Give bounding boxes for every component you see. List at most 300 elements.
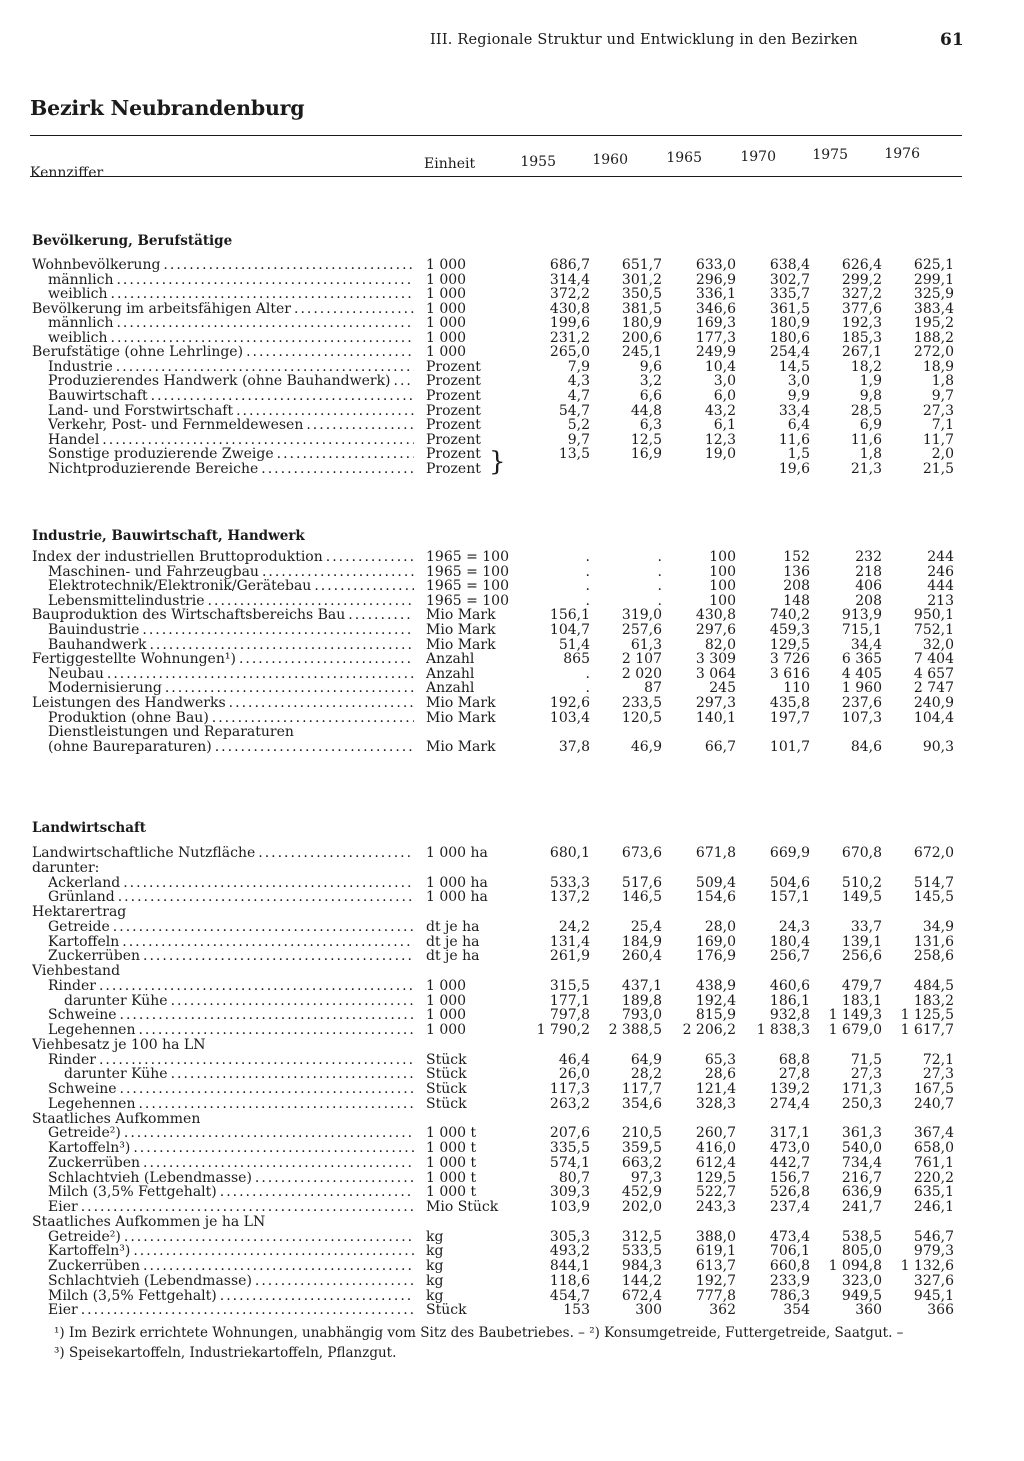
- value-cell: 5,2: [567, 417, 590, 434]
- row-label: [48, 681, 414, 696]
- value-cell: 372,2: [549, 286, 590, 303]
- value-cell: 533,3: [549, 874, 590, 891]
- table-row: [0, 1023, 1024, 1038]
- table-row: [0, 905, 1024, 920]
- value-cell: 2 020: [621, 665, 662, 682]
- row-label: [48, 389, 414, 404]
- leader-dots: [108, 287, 414, 302]
- value-cell: 210,5: [621, 1125, 662, 1142]
- unit-cell: 1 000: [426, 992, 467, 1009]
- value-cell: 706,1: [769, 1243, 810, 1260]
- value-cell: 19,0: [704, 446, 736, 463]
- leader-dots: [311, 579, 414, 594]
- value-cell: 65,3: [704, 1051, 736, 1068]
- value-cell: 658,0: [913, 1140, 954, 1156]
- leader-dots: [259, 565, 414, 580]
- running-head: III. Regionale Struktur und Entwicklung in den Bezirken: [430, 32, 858, 48]
- leader-dots: [209, 711, 414, 726]
- value-cell: 21,5: [922, 460, 954, 477]
- value-cell: 3 064: [695, 665, 736, 682]
- table-row: [0, 1141, 1024, 1156]
- table-row: [0, 579, 1024, 594]
- unit-cell: Anzahl: [426, 680, 475, 697]
- row-label-text: Schlachtvieh (Lebendmasse): [48, 1273, 252, 1289]
- value-cell: 3 616: [769, 665, 810, 682]
- leader-dots: [130, 1244, 414, 1259]
- row-label: [48, 890, 414, 905]
- column-header-einheit: Einheit: [424, 156, 476, 172]
- row-label: [48, 418, 414, 433]
- value-cell: 777,8: [695, 1287, 736, 1304]
- row-label: [32, 964, 414, 979]
- value-cell: 33,7: [850, 918, 882, 935]
- unit-cell: Mio Mark: [426, 636, 496, 653]
- value-cell: 245,1: [621, 344, 662, 361]
- row-label-text: Landwirtschaftliche Nutzfläche: [32, 846, 256, 861]
- column-header-kennziffer: Kennziffer: [30, 165, 104, 181]
- row-label-text: Getreide²): [48, 1229, 121, 1245]
- value-cell: 71,5: [850, 1051, 882, 1068]
- unit-cell: Anzahl: [426, 651, 475, 668]
- row-label: [48, 273, 414, 288]
- value-cell: 213: [927, 592, 954, 609]
- value-cell: 145,5: [913, 889, 954, 906]
- table-row: [0, 949, 1024, 964]
- value-cell: 327,6: [913, 1272, 954, 1289]
- value-cell: 103,4: [549, 709, 590, 726]
- value-cell: 949,5: [841, 1287, 882, 1304]
- value-cell: 522,7: [695, 1184, 736, 1201]
- value-cell: 526,8: [769, 1184, 810, 1201]
- row-label: [48, 594, 414, 609]
- value-cell: 9,9: [787, 388, 810, 404]
- leader-dots: [108, 331, 414, 346]
- row-label: [48, 287, 414, 302]
- value-cell: 635,1: [913, 1184, 954, 1201]
- leader-dots: [140, 1259, 414, 1274]
- value-cell: 1 679,0: [828, 1022, 882, 1038]
- value-cell: 152: [783, 549, 810, 565]
- row-label: [48, 360, 414, 375]
- value-cell: 6 365: [841, 651, 882, 668]
- value-cell: 34,4: [850, 636, 882, 653]
- row-label-text: Grünland: [48, 890, 115, 906]
- value-cell: 3,2: [639, 373, 662, 390]
- value-cell: 120,5: [621, 709, 662, 726]
- value-cell: 669,9: [769, 845, 810, 861]
- value-cell: 197,7: [769, 709, 810, 726]
- row-label: [48, 316, 414, 331]
- value-cell: 797,8: [549, 1007, 590, 1024]
- row-label-text: Produktion (ohne Bau): [48, 710, 209, 726]
- value-cell: 21,3: [850, 460, 882, 477]
- row-label: [32, 905, 414, 920]
- unit-cell: Mio Stück: [426, 1199, 499, 1215]
- value-cell: 514,7: [913, 874, 954, 891]
- value-cell: 377,6: [841, 300, 882, 317]
- value-cell: 388,0: [695, 1228, 736, 1245]
- value-cell: 6,0: [713, 388, 736, 404]
- value-cell: 260,7: [695, 1125, 736, 1142]
- table-row: [0, 1038, 1024, 1053]
- value-cell: 740,2: [769, 607, 810, 624]
- value-cell: 24,3: [778, 918, 810, 935]
- value-cell: 11,7: [922, 431, 954, 448]
- leader-dots: [121, 1126, 414, 1141]
- value-cell: 199,6: [549, 315, 590, 332]
- unit-cell: 1965 = 100: [426, 563, 509, 580]
- value-cell: 176,9: [695, 948, 736, 965]
- unit-cell: 1 000: [426, 329, 467, 346]
- value-cell: 177,1: [549, 992, 590, 1009]
- row-label-text: Schweine: [48, 1008, 117, 1024]
- unit-cell: 1 000: [426, 344, 467, 361]
- unit-cell: Mio Mark: [426, 738, 496, 755]
- row-label: [48, 331, 414, 346]
- row-label-text: Ackerland: [48, 875, 121, 891]
- row-label: [32, 258, 414, 273]
- unit-cell: Mio Mark: [426, 695, 496, 711]
- leader-dots: [252, 1171, 414, 1186]
- value-cell: 207,6: [549, 1125, 590, 1142]
- row-label-text: Fertiggestellte Wohnungen¹): [32, 652, 236, 668]
- value-cell: 12,3: [704, 431, 736, 448]
- value-cell: 625,1: [913, 257, 954, 273]
- value-cell: 154,6: [695, 889, 736, 906]
- leader-dots: [258, 462, 414, 477]
- value-cell: 72,1: [922, 1051, 954, 1068]
- value-cell: 3,0: [713, 373, 736, 390]
- row-label-text: Viehbesatz je 100 ha LN: [32, 1037, 206, 1053]
- unit-cell: 1 000 ha: [426, 874, 488, 891]
- row-label: [48, 1259, 414, 1274]
- row-label: [48, 1274, 414, 1289]
- value-cell: 473,4: [769, 1228, 810, 1245]
- row-label-text: Bevölkerung im arbeitsfähigen Alter: [32, 301, 291, 317]
- value-cell: 314,4: [549, 271, 590, 288]
- table-row: [0, 287, 1024, 302]
- value-cell: .: [585, 549, 590, 565]
- leader-dots: [120, 876, 414, 891]
- section-title: Bevölkerung, Berufstätige: [32, 233, 233, 249]
- table-row: [0, 1259, 1024, 1274]
- row-label: [48, 1053, 414, 1068]
- leader-dots: [226, 696, 414, 711]
- unit-cell: 1 000: [426, 1022, 467, 1038]
- row-label: [48, 935, 414, 950]
- value-cell: 146,5: [621, 889, 662, 906]
- value-cell: 32,0: [922, 636, 954, 653]
- row-label: [48, 579, 414, 594]
- value-cell: 104,4: [913, 709, 954, 726]
- value-cell: 28,2: [630, 1066, 662, 1083]
- table-row: [0, 1274, 1024, 1289]
- value-cell: 9,8: [859, 388, 882, 404]
- row-label: [48, 1008, 414, 1023]
- value-cell: 300: [635, 1302, 662, 1319]
- value-cell: 208: [783, 578, 810, 595]
- value-cell: 28,6: [704, 1066, 736, 1083]
- row-label: [32, 861, 414, 876]
- table-row: [0, 1082, 1024, 1097]
- value-cell: .: [657, 592, 662, 609]
- unit-cell: Mio Mark: [426, 622, 496, 638]
- column-header-year: 1975: [812, 147, 848, 163]
- leader-dots: [291, 302, 414, 317]
- value-cell: 3,0: [787, 373, 810, 390]
- value-cell: 3 309: [695, 651, 736, 668]
- row-label-text: Staatliches Aufkommen je ha LN: [32, 1214, 266, 1230]
- row-label: [48, 565, 414, 580]
- value-cell: 638,4: [769, 257, 810, 273]
- value-cell: 442,7: [769, 1154, 810, 1171]
- row-label: [48, 711, 414, 726]
- value-cell: 129,5: [769, 636, 810, 653]
- value-cell: .: [585, 563, 590, 580]
- table-row: [0, 1112, 1024, 1127]
- unit-cell: Stück: [426, 1081, 467, 1097]
- value-cell: 540,0: [841, 1140, 882, 1156]
- unit-cell: 1 000: [426, 1007, 467, 1024]
- value-cell: 80,7: [558, 1169, 590, 1186]
- unit-cell: 1 000 t: [426, 1125, 477, 1142]
- row-label-text: Verkehr, Post- und Fernmeldewesen: [48, 418, 304, 434]
- value-cell: 297,3: [695, 695, 736, 711]
- value-cell: 157,1: [769, 889, 810, 906]
- value-cell: 139,2: [769, 1081, 810, 1097]
- row-label-text: Kartoffeln³): [48, 1244, 131, 1260]
- value-cell: 360: [855, 1302, 882, 1319]
- table-row: [0, 711, 1024, 726]
- row-label-text: weiblich: [48, 287, 108, 303]
- value-cell: 7,1: [931, 417, 954, 434]
- table-row: [0, 696, 1024, 711]
- value-cell: 156,1: [549, 607, 590, 624]
- value-cell: 473,0: [769, 1140, 810, 1156]
- value-cell: 180,4: [769, 933, 810, 950]
- value-cell: 27,3: [922, 1066, 954, 1083]
- unit-cell: 1 000 ha: [426, 889, 488, 906]
- row-label: [32, 652, 414, 667]
- leader-dots: [135, 1023, 414, 1038]
- leader-dots: [110, 920, 414, 935]
- value-cell: 416,0: [695, 1140, 736, 1156]
- leader-dots: [148, 389, 414, 404]
- value-cell: 103,9: [549, 1199, 590, 1215]
- row-label: [48, 1082, 414, 1097]
- value-cell: 444: [927, 578, 954, 595]
- value-cell: 1,9: [859, 373, 882, 390]
- value-cell: 4 657: [913, 665, 954, 682]
- unit-cell: Stück: [426, 1066, 467, 1083]
- value-cell: 34,9: [922, 918, 954, 935]
- value-cell: 26,0: [558, 1066, 590, 1083]
- row-label-text: darunter:: [32, 860, 100, 876]
- value-cell: 240,9: [913, 695, 954, 711]
- value-cell: 27,3: [922, 402, 954, 419]
- value-cell: 317,1: [769, 1125, 810, 1142]
- unit-cell: 1 000: [426, 286, 467, 303]
- row-label: [48, 1244, 414, 1259]
- row-label: [48, 462, 414, 477]
- unit-cell: Prozent: [426, 431, 481, 448]
- value-cell: 101,7: [769, 738, 810, 755]
- value-cell: 180,9: [769, 315, 810, 332]
- value-cell: 6,9: [859, 417, 882, 434]
- value-cell: 66,7: [704, 738, 736, 755]
- value-cell: 327,2: [841, 286, 882, 303]
- value-cell: 346,6: [695, 300, 736, 317]
- value-cell: 574,1: [549, 1154, 590, 1171]
- row-label: [48, 1171, 414, 1186]
- row-label: [48, 1097, 414, 1112]
- row-label-text: Leistungen des Handwerks: [32, 696, 226, 711]
- value-cell: 7,9: [567, 358, 590, 375]
- value-cell: 1 149,3: [828, 1007, 882, 1024]
- value-cell: 1 838,3: [756, 1022, 810, 1038]
- value-cell: 192,7: [695, 1272, 736, 1289]
- value-cell: 244: [927, 549, 954, 565]
- value-cell: 715,1: [841, 622, 882, 638]
- value-cell: 435,8: [769, 695, 810, 711]
- value-cell: 296,9: [695, 271, 736, 288]
- row-label: [64, 1067, 414, 1082]
- value-cell: 309,3: [549, 1184, 590, 1201]
- value-cell: 979,3: [913, 1243, 954, 1260]
- value-cell: 510,2: [841, 874, 882, 891]
- value-cell: 350,5: [621, 286, 662, 303]
- leader-dots: [236, 652, 414, 667]
- value-cell: 18,9: [922, 358, 954, 375]
- value-cell: 27,3: [850, 1066, 882, 1083]
- value-cell: 46,4: [558, 1051, 590, 1068]
- row-label: [32, 302, 414, 317]
- row-label-text: Industrie: [48, 359, 113, 375]
- value-cell: 192,4: [695, 992, 736, 1009]
- row-label: [32, 345, 414, 360]
- value-cell: 192,3: [841, 315, 882, 332]
- row-label-text: männlich: [48, 316, 114, 332]
- value-cell: 129,5: [695, 1169, 736, 1186]
- unit-cell: kg: [426, 1287, 444, 1304]
- value-cell: 6,6: [639, 388, 662, 404]
- value-cell: 312,5: [621, 1228, 662, 1245]
- value-cell: 250,3: [841, 1095, 882, 1112]
- value-cell: 82,0: [704, 636, 736, 653]
- value-cell: 257,6: [621, 622, 662, 638]
- value-cell: 185,3: [841, 329, 882, 346]
- unit-cell: Prozent: [426, 373, 481, 390]
- value-cell: 459,3: [769, 622, 810, 638]
- value-cell: 265,0: [549, 344, 590, 361]
- value-cell: 2 107: [621, 651, 662, 668]
- value-cell: 87: [644, 680, 662, 697]
- row-label-text: Getreide²): [48, 1126, 121, 1142]
- value-cell: 131,6: [913, 933, 954, 950]
- unit-cell: dt je ha: [426, 918, 480, 935]
- unit-cell: 1 000: [426, 271, 467, 288]
- row-label: [48, 725, 414, 740]
- value-cell: 263,2: [549, 1095, 590, 1112]
- value-cell: 232: [855, 549, 882, 565]
- row-label-text: Elektrotechnik/Elektronik/Gerätebau: [48, 579, 312, 595]
- value-cell: 100: [709, 592, 736, 609]
- value-cell: 319,0: [621, 607, 662, 624]
- unit-cell: 1 000 t: [426, 1140, 477, 1156]
- value-cell: 267,1: [841, 344, 882, 361]
- value-cell: 144,2: [621, 1272, 662, 1289]
- table-row: [0, 920, 1024, 935]
- value-cell: 202,0: [621, 1199, 662, 1215]
- unit-cell: Prozent: [426, 446, 481, 463]
- value-cell: 805,0: [841, 1243, 882, 1260]
- value-cell: 354,6: [621, 1095, 662, 1112]
- value-cell: 233,9: [769, 1272, 810, 1289]
- value-cell: 686,7: [549, 257, 590, 273]
- value-cell: 680,1: [549, 845, 590, 861]
- value-cell: 315,5: [549, 977, 590, 994]
- column-header-year: 1960: [592, 152, 628, 168]
- table-row: [0, 1171, 1024, 1186]
- leader-dots: [140, 1156, 414, 1171]
- value-cell: 10,4: [704, 358, 736, 375]
- value-cell: 14,5: [778, 358, 810, 375]
- unit-cell: Stück: [426, 1051, 467, 1068]
- value-cell: 107,3: [841, 709, 882, 726]
- leader-dots: [217, 1289, 414, 1304]
- value-cell: 25,4: [630, 918, 662, 935]
- value-cell: 180,9: [621, 315, 662, 332]
- value-cell: 167,5: [913, 1081, 954, 1097]
- leader-dots: [121, 1230, 414, 1245]
- row-label: [48, 623, 414, 638]
- value-cell: 149,5: [841, 889, 882, 906]
- value-cell: 169,3: [695, 315, 736, 332]
- value-cell: 305,3: [549, 1228, 590, 1245]
- row-label-text: (ohne Baureparaturen): [48, 739, 212, 755]
- unit-cell: dt je ha: [426, 933, 480, 950]
- value-cell: 438,9: [695, 977, 736, 994]
- value-cell: 246: [927, 563, 954, 580]
- value-cell: 256,6: [841, 948, 882, 965]
- unit-cell: kg: [426, 1258, 444, 1274]
- table-row: [0, 1053, 1024, 1068]
- row-label-text: Viehbestand: [32, 964, 121, 979]
- leader-dots: [391, 374, 414, 389]
- leader-dots: [78, 1200, 414, 1215]
- unit-cell: 1965 = 100: [426, 592, 509, 609]
- row-label-text: Land- und Forstwirtschaft: [48, 403, 234, 419]
- value-cell: 177,3: [695, 329, 736, 346]
- row-label: [48, 1023, 414, 1038]
- row-label: [48, 876, 414, 891]
- value-cell: 44,8: [630, 402, 662, 419]
- leader-dots: [233, 404, 414, 419]
- value-cell: 299,2: [841, 271, 882, 288]
- leader-dots: [345, 608, 414, 623]
- value-cell: 156,7: [769, 1169, 810, 1186]
- leader-dots: [113, 316, 414, 331]
- value-cell: 913,9: [841, 607, 882, 624]
- unit-cell: Prozent: [426, 388, 481, 404]
- value-cell: 1,8: [931, 373, 954, 390]
- value-cell: 793,0: [621, 1007, 662, 1024]
- row-label-text: Berufstätige (ohne Lehrlinge): [32, 345, 244, 361]
- unit-cell: Prozent: [426, 417, 481, 434]
- table-row: [0, 462, 1024, 477]
- value-cell: 546,7: [913, 1228, 954, 1245]
- row-label: [32, 696, 414, 711]
